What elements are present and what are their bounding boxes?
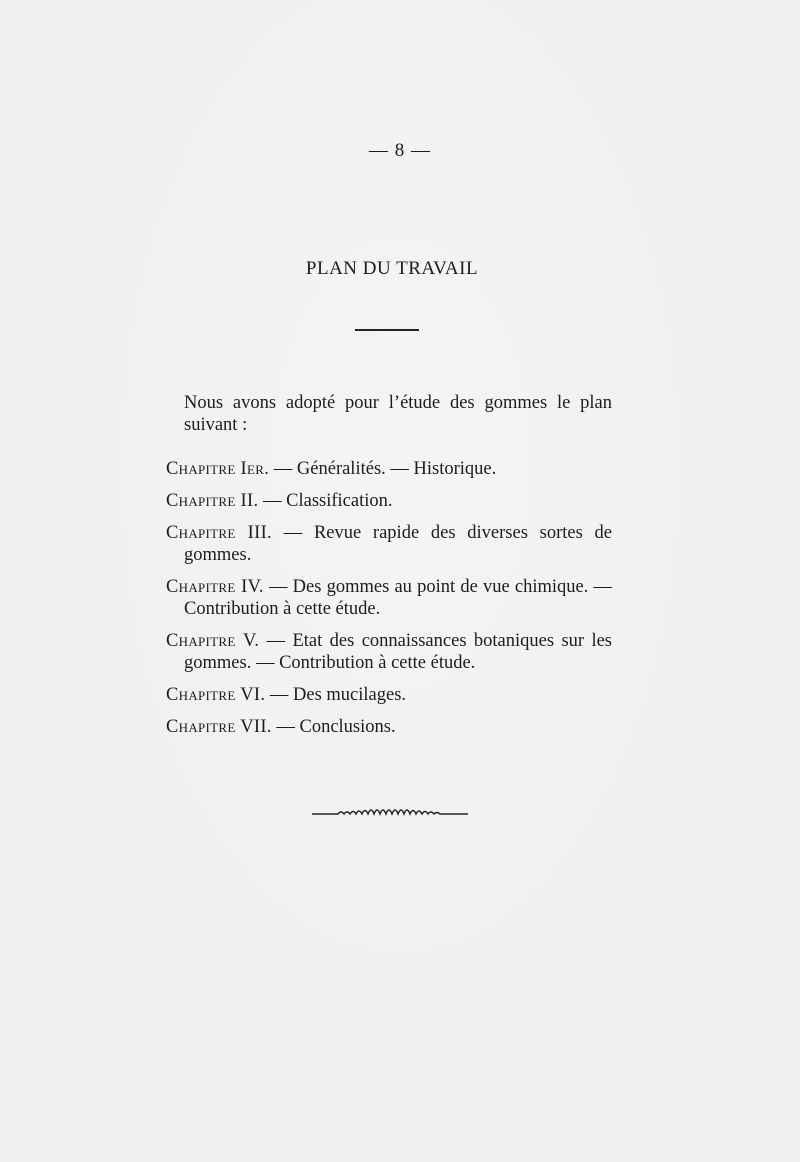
chapter-item <box>166 684 612 706</box>
chapter-label: Chapitre VII. <box>166 717 272 737</box>
chapter-text: — Etat des connaissances botaniques sur les gommes. — Contribution à cette étude. <box>184 631 613 673</box>
page-number: — 8 — <box>369 140 431 161</box>
chapter-label: Chapitre V. <box>166 631 260 651</box>
chapter-label: Chapitre III. <box>166 523 272 543</box>
chapter-item <box>166 458 612 480</box>
chapter-item <box>166 490 612 512</box>
chapter-item <box>166 576 612 620</box>
chapter-label: Chapitre VI. <box>166 685 266 705</box>
intro-paragraph: Nous avons adopté pour l’étude des gommes le plan suivant : <box>184 393 612 435</box>
chapter-label: Chapitre Ier. <box>166 459 270 479</box>
chapter-item <box>166 716 612 738</box>
title-divider <box>355 329 419 331</box>
page-title: PLAN DU TRAVAIL <box>305 258 479 279</box>
flourish-svg <box>310 804 470 820</box>
chapter-label: Chapitre II. <box>166 491 259 511</box>
flourish-line <box>312 810 468 814</box>
chapter-text: — Des gommes au point de vue chimique. — Contribution à cette étude. <box>184 577 613 619</box>
chapter-text: — Des mucilages. <box>269 685 407 705</box>
chapter-label: Chapitre IV. <box>166 577 264 597</box>
chapter-text: — Classification. <box>263 491 393 511</box>
chapter-text: — Généralités. — Historique. <box>273 459 497 479</box>
chapter-list <box>166 458 612 748</box>
chapter-item <box>166 522 612 566</box>
chapter-text: — Revue rapide des diverses sortes de gommes. <box>184 523 612 565</box>
decorative-flourish-icon <box>310 804 470 820</box>
chapter-text: — Conclusions. <box>276 717 396 737</box>
chapter-item <box>166 630 612 674</box>
